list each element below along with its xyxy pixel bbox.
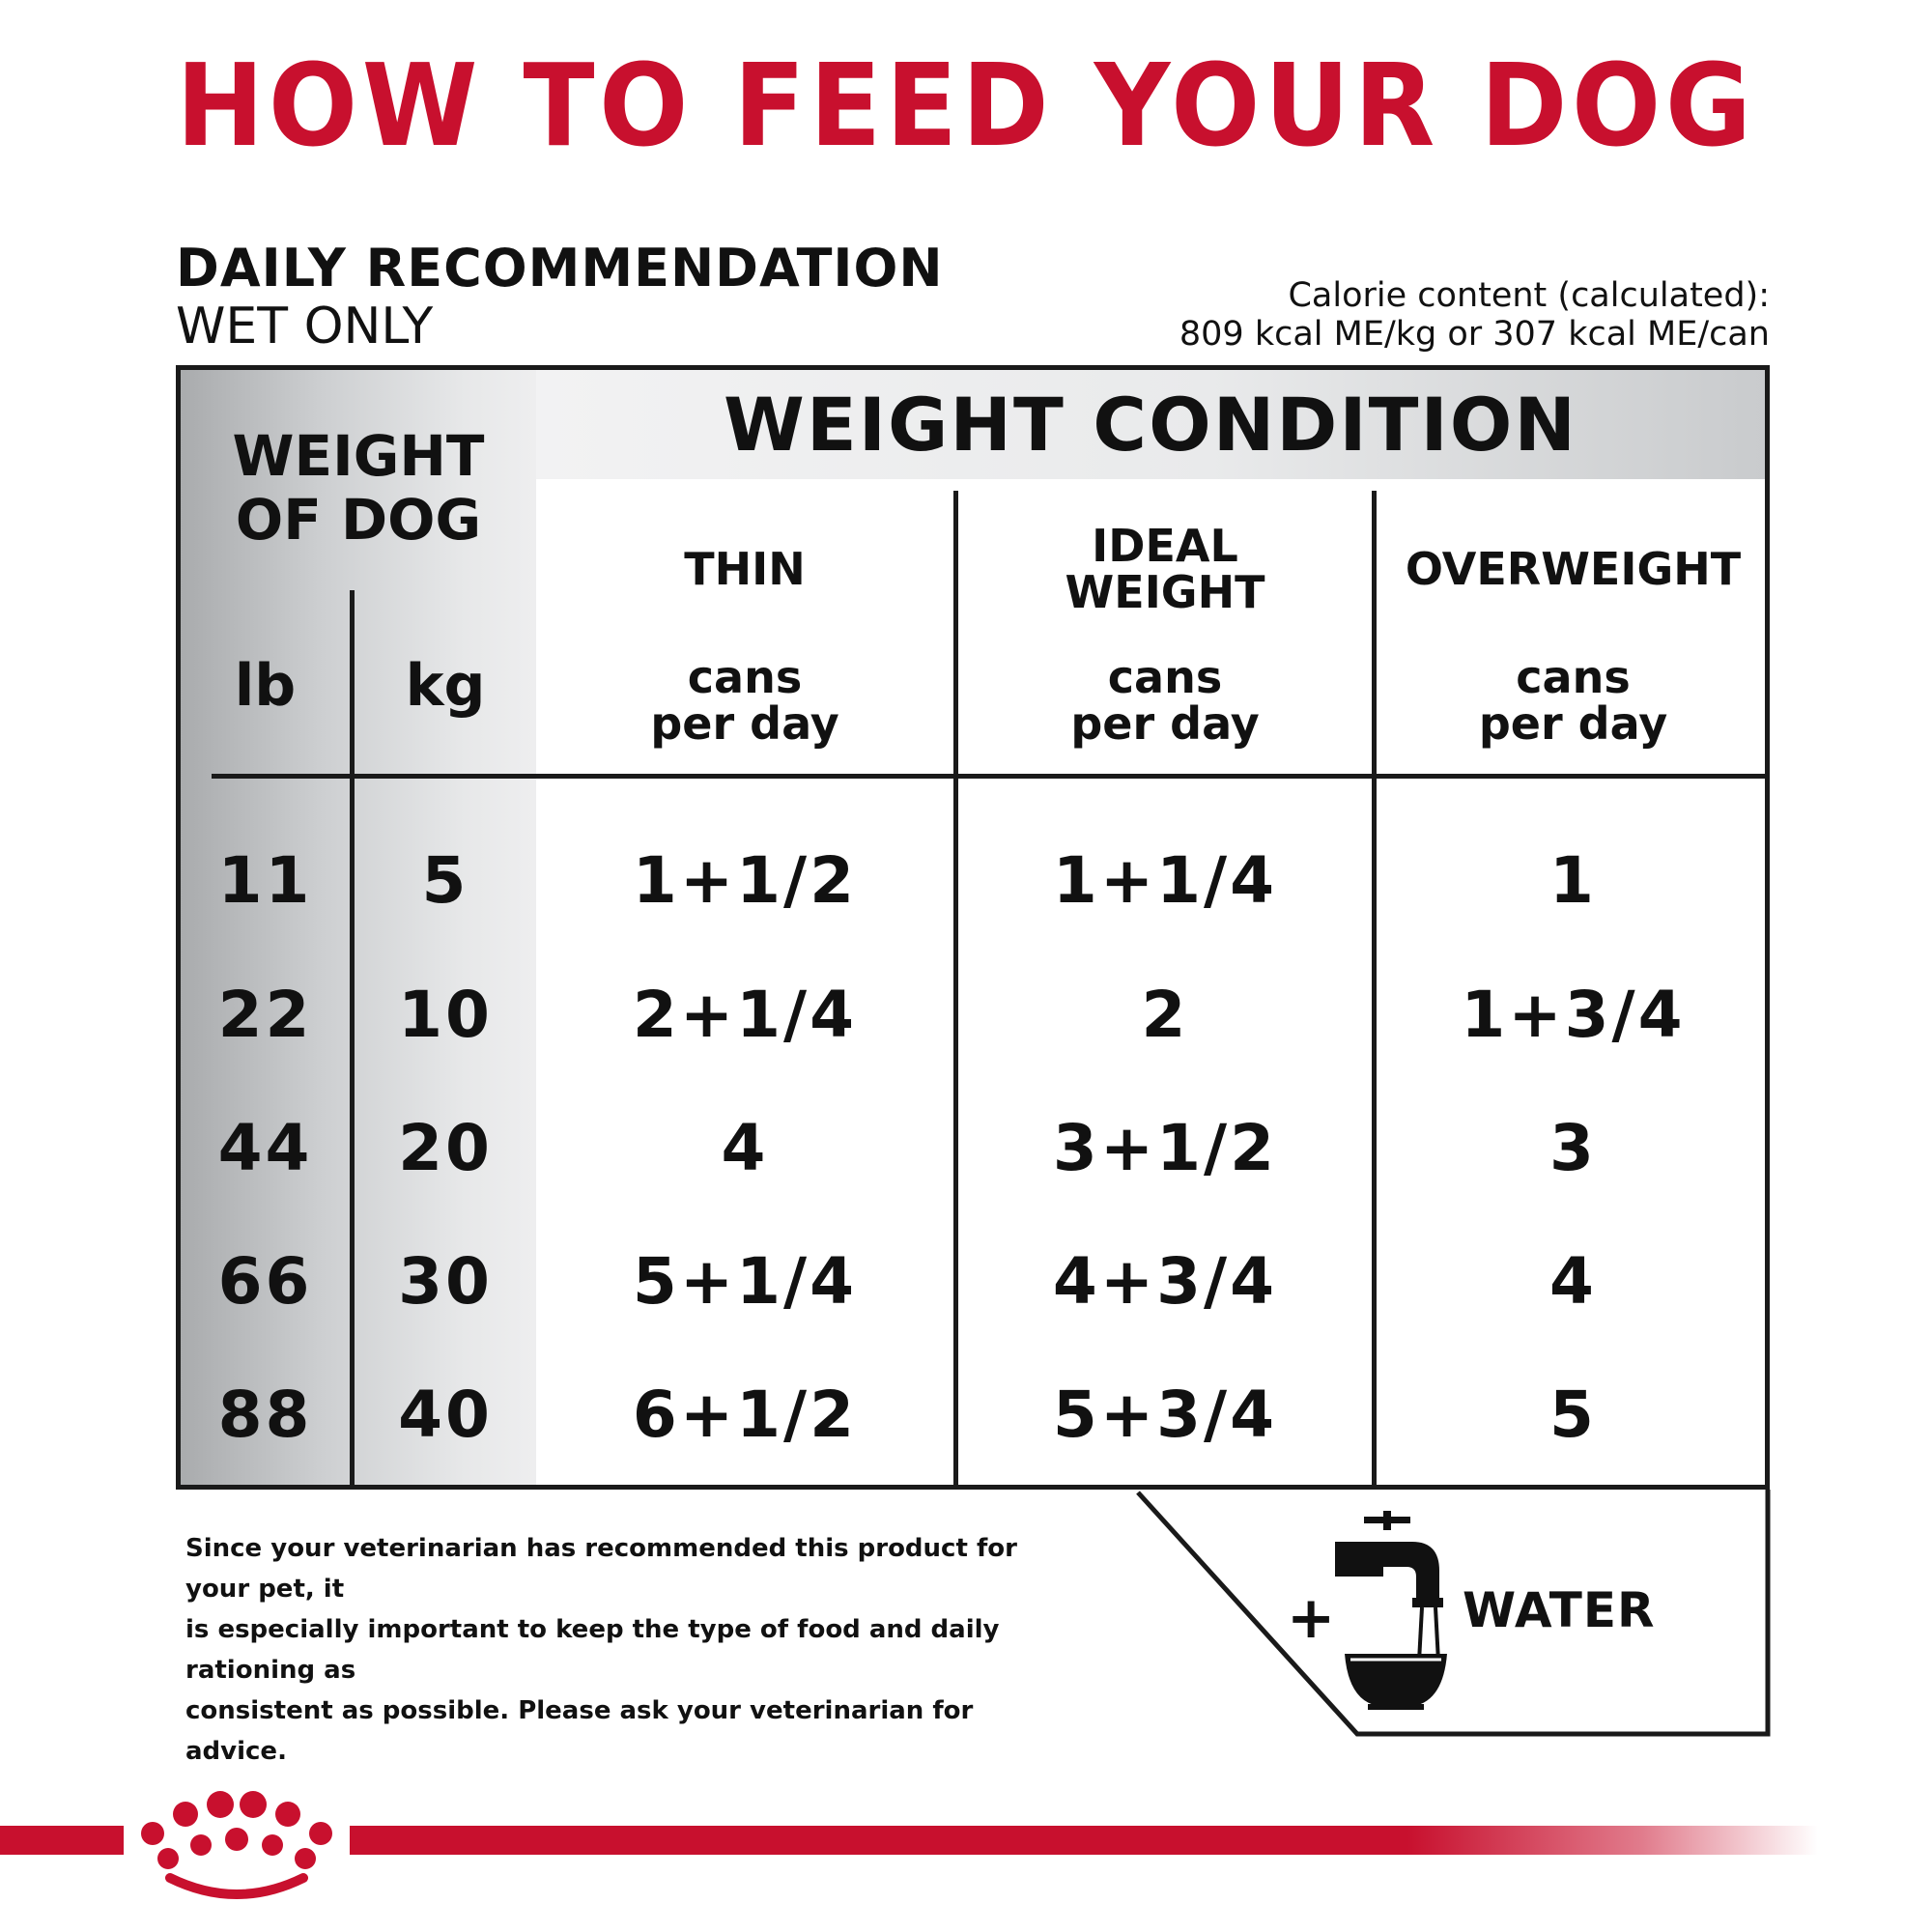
page-title: HOW TO FEED YOUR DOG bbox=[176, 39, 1756, 172]
table-cell-lb: 11 bbox=[217, 843, 313, 918]
table-cell-ideal: 3+1/2 bbox=[1052, 1111, 1278, 1185]
table-cell-ideal: 1+1/4 bbox=[1052, 843, 1278, 918]
table-cell-thin: 2+1/4 bbox=[632, 978, 858, 1052]
thin-cans-line-2: per day bbox=[650, 697, 839, 750]
table-cell-ideal: 2 bbox=[1141, 978, 1189, 1052]
crown-logo-icon bbox=[135, 1776, 338, 1901]
condition-ideal-label-2: WEIGHT bbox=[1065, 566, 1265, 618]
overweight-cans-line-1: cans bbox=[1516, 651, 1631, 703]
table-cell-kg: 40 bbox=[398, 1378, 493, 1452]
table-cell-overweight: 3 bbox=[1549, 1111, 1597, 1185]
table-cell-lb: 22 bbox=[217, 978, 313, 1052]
condition-overweight-label: OVERWEIGHT bbox=[1405, 543, 1742, 595]
overweight-cans-line-2: per day bbox=[1478, 697, 1668, 750]
condition-thin-label: THIN bbox=[684, 543, 806, 595]
weight-condition-header: WEIGHT CONDITION bbox=[724, 382, 1577, 468]
daily-recommendation-subtitle: WET ONLY bbox=[176, 298, 434, 355]
condition-ideal-label-1: IDEAL bbox=[1092, 520, 1238, 572]
brand-bar-left bbox=[0, 1826, 124, 1855]
table-cell-kg: 10 bbox=[398, 978, 493, 1052]
unit-kg-header: kg bbox=[405, 652, 486, 720]
advice-line-1: Since your veterinarian has recommended this product for your pet, it bbox=[185, 1534, 1017, 1604]
table-cell-overweight: 1 bbox=[1549, 843, 1597, 918]
brand-bar-right bbox=[350, 1826, 1818, 1855]
unit-lb-header: lb bbox=[234, 652, 297, 720]
advice-line-2: is especially important to keep the type of food and daily rationing as bbox=[185, 1615, 1000, 1685]
table-cell-lb: 66 bbox=[217, 1244, 313, 1319]
table-cell-overweight: 5 bbox=[1549, 1378, 1597, 1452]
table-cell-lb: 88 bbox=[217, 1378, 313, 1452]
table-cell-ideal: 4+3/4 bbox=[1052, 1244, 1278, 1319]
table-cell-overweight: 4 bbox=[1549, 1244, 1597, 1319]
daily-recommendation-title: DAILY RECOMMENDATION bbox=[176, 238, 944, 298]
weight-of-dog-line-1: WEIGHT bbox=[232, 423, 485, 489]
table-cell-overweight: 1+3/4 bbox=[1461, 978, 1686, 1052]
thin-cans-line-1: cans bbox=[687, 651, 803, 703]
calorie-line-2: 809 kcal ME/kg or 307 kcal ME/can bbox=[1179, 315, 1770, 354]
table-cell-lb: 44 bbox=[217, 1111, 313, 1185]
table-cell-kg: 30 bbox=[398, 1244, 493, 1319]
water-label: WATER bbox=[1463, 1582, 1656, 1638]
table-cell-thin: 6+1/2 bbox=[632, 1378, 858, 1452]
table-cell-kg: 5 bbox=[421, 843, 469, 918]
veterinarian-advice bbox=[185, 1528, 1055, 1772]
ideal-cans-line-1: cans bbox=[1107, 651, 1223, 703]
water-plus-sign: + bbox=[1287, 1584, 1336, 1652]
ideal-cans-line-2: per day bbox=[1070, 697, 1260, 750]
table-cell-thin: 1+1/2 bbox=[632, 843, 858, 918]
advice-line-3: consistent as possible. Please ask your veterinarian for advice. bbox=[185, 1696, 974, 1766]
weight-of-dog-line-2: OF DOG bbox=[235, 487, 482, 553]
table-cell-ideal: 5+3/4 bbox=[1052, 1378, 1278, 1452]
table-cell-thin: 5+1/4 bbox=[632, 1244, 858, 1319]
calorie-line-1: Calorie content (calculated): bbox=[1288, 276, 1770, 315]
table-cell-kg: 20 bbox=[398, 1111, 493, 1185]
faucet-bowl-icon bbox=[1325, 1507, 1461, 1710]
table-cell-thin: 4 bbox=[721, 1111, 769, 1185]
